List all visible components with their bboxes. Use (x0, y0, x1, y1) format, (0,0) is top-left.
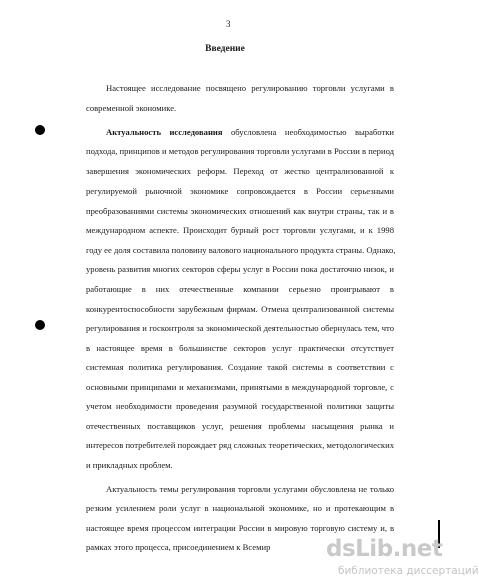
watermark-logo: dsLib.net (326, 536, 443, 562)
text-line: уровень развития многих секторов сферы услуг в России пока достаточно низок, и (86, 264, 394, 274)
text-line: отечественных поставщиков услуг, решения проблемы насыщения рынка и (86, 421, 394, 431)
text-line: резким усилением роли услуг в национальной экономике, но и протекающим в (86, 503, 394, 513)
text-line: и прикладных проблем. (86, 460, 173, 470)
section-heading: Введение (205, 44, 245, 54)
text-line: современной экономике. (86, 103, 177, 113)
text-line: основными принципами и механизмами, принятыми в международной торговле, с (86, 382, 394, 392)
text-line: подхода, принципов и методов регулирования торговли услугами в России в период (86, 146, 394, 156)
text-line: работающие в них отечественные компании серьезно проигрывают в (86, 284, 394, 294)
text-line: в настоящее время в большинстве секторов услуг практически отсутствует (86, 343, 394, 353)
text-line (106, 127, 394, 138)
text-line: преобразованиями системы экономических отношений как внутри страны, так и в (86, 206, 394, 216)
text-line: регулируемой рыночной экономике сопровождается в России серьезными (86, 186, 394, 196)
text-line: системная политика регулирования. Создание такой системы в соответствии с (86, 362, 394, 372)
text-line: Актуальность темы регулирования торговли услугами обусловлена не только (106, 484, 394, 494)
hole-punch-dot (35, 320, 45, 330)
hole-punch-dot (35, 125, 45, 135)
text-line: настоящее время процессом интеграции России в мировую торговую систему и, в (86, 523, 394, 533)
bold-lead: Актуальность исследования (106, 127, 223, 137)
text-line: учетом необходимости проведения разумной государственной политики защиты (86, 401, 394, 411)
page-number: 3 (226, 19, 231, 29)
text-line: году ее доля составила половину валового национального продукта страны. Однако, (86, 245, 396, 255)
text-line: регулирования и госконтроля за экономической деятельностью обернулась тем, что (86, 323, 394, 333)
text-line: завершения экономических реформ. Переход от жестко централизованной к (86, 166, 394, 176)
watermark-subtitle: библиотека диссертаций (338, 565, 479, 577)
text-line: конкурентоспособности зарубежным фирмам. Отмена централизованной системы (86, 304, 394, 314)
text-line: Настоящее исследование посвящено регулированию торговли услугами в (106, 83, 394, 93)
watermark (326, 536, 479, 580)
text-line: рамках этого процесса, присоединением к Всемир (86, 542, 271, 552)
text-line: международном аспекте. Происходит бурный рост торговли услугами, и к 1998 (86, 225, 394, 235)
text-fragment: обусловлена необходимостью выработки (230, 127, 394, 137)
text-line: интересов потребителей порождает ряд сложных теоретических, методологических (86, 440, 394, 450)
